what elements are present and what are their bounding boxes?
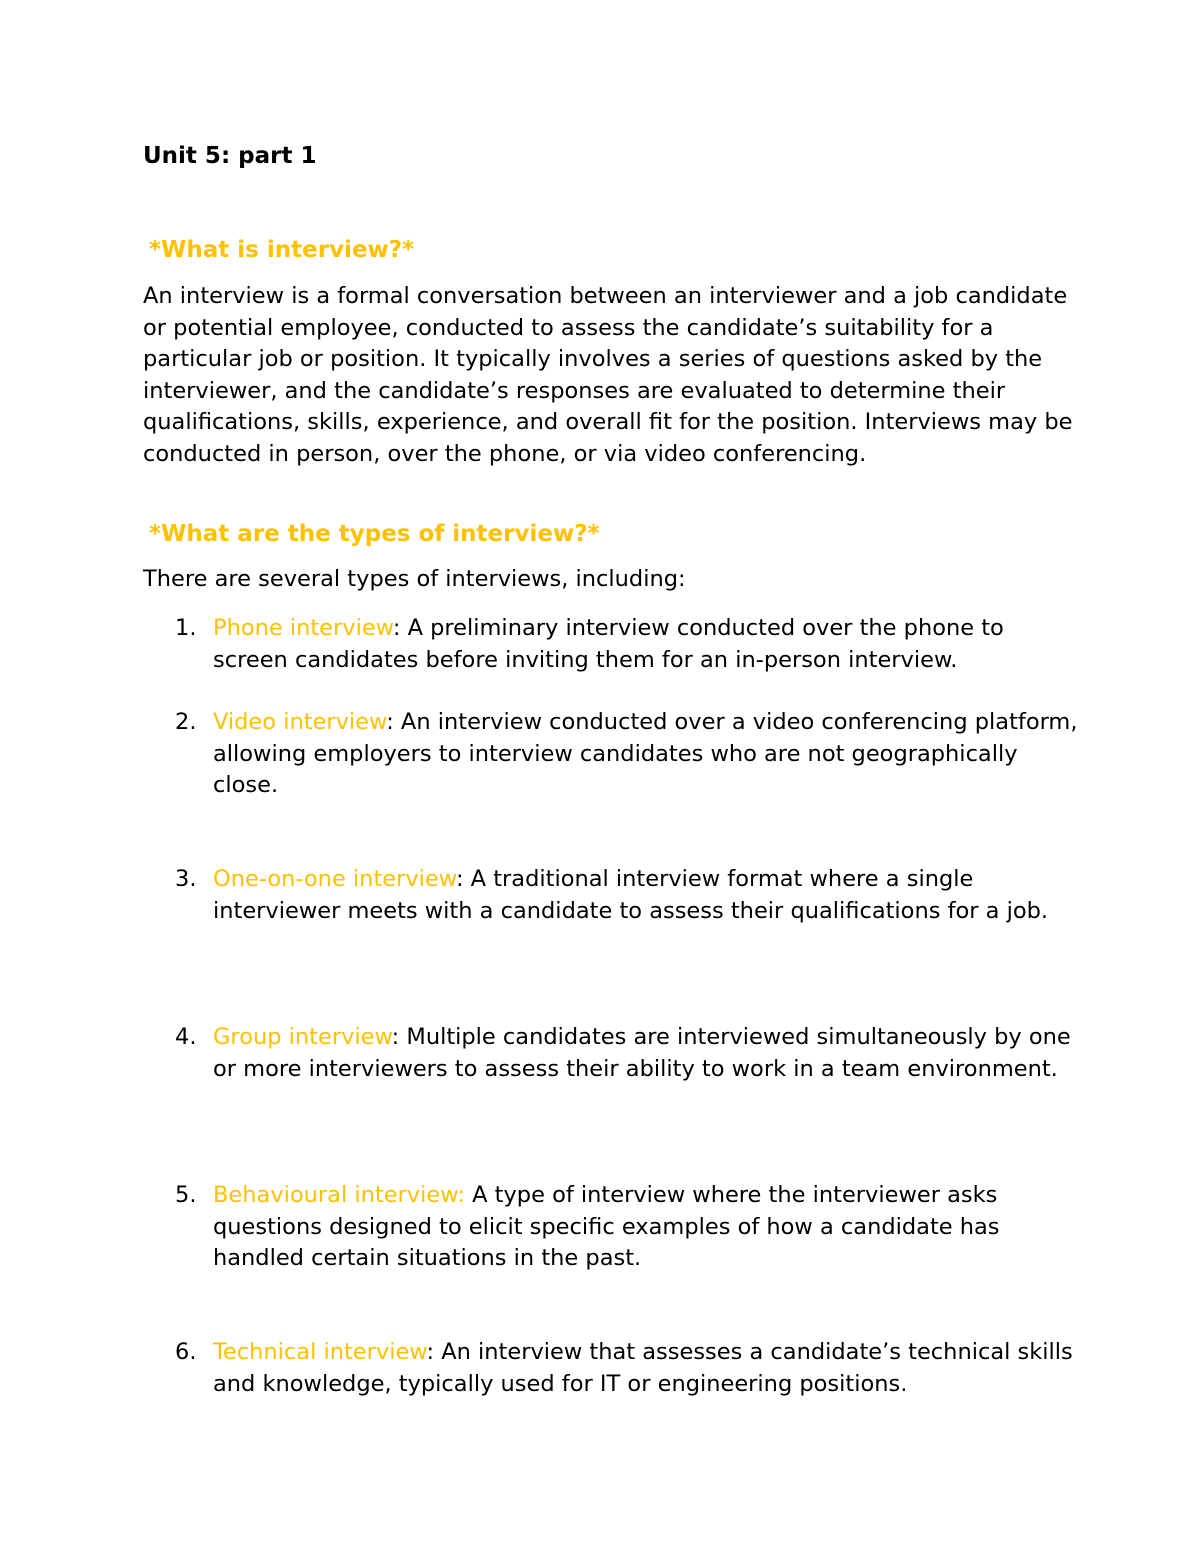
interview-definition-paragraph: An interview is a formal conversation between an interviewer and a job candidate or potential employee, conducted to assess the candidate’s suitability for a particular job or position. It typically involves a series of questions asked by the interviewer, and the candidate’s responses are evaluated to determine their qualifications, skills, experience, and overall fit for the position. Interviews may be conducted in person, over the phone, or via video conferencing.	[143, 283, 1073, 467]
list-item-text	[213, 1180, 1083, 1275]
list-item-text	[213, 1022, 1083, 1085]
list-item-text	[213, 1337, 1083, 1400]
list-item-number: 4.	[175, 1024, 197, 1050]
list-item-number: 1.	[175, 615, 197, 641]
types-intro-paragraph: There are several types of interviews, including:	[143, 566, 686, 592]
list-item-text	[213, 864, 1083, 927]
list-item-term: Video interview	[213, 709, 387, 735]
list-item-text	[213, 613, 1083, 676]
list-item-description: : An interview conducted over a video conferencing platform, allowing employers to interview candidates who are not geographically close.	[213, 709, 1078, 799]
list-item-description: : A traditional interview format where a single interviewer meets with a candidate to assess their qualifications for a job.	[213, 866, 1049, 924]
section-heading-what-is-interview: *What is interview?*	[149, 237, 415, 263]
list-item-description: : A preliminary interview conducted over the phone to screen candidates before inviting them for an in-person interview.	[213, 615, 1004, 673]
list-item-term: Phone interview	[213, 615, 393, 641]
list-item-description: A type of interview where the interviewer asks questions designed to elicit specific examples of how a candidate has handled certain situations in the past.	[213, 1182, 1000, 1272]
list-item-number: 3.	[175, 866, 197, 892]
list-item-text	[213, 707, 1083, 802]
list-item-description: : Multiple candidates are interviewed simultaneously by one or more interviewers to assess their ability to work in a team environment.	[213, 1024, 1071, 1082]
list-item-number: 6.	[175, 1339, 197, 1365]
list-item-term: Group interview	[213, 1024, 392, 1050]
list-item-term: One-on-one interview	[213, 866, 456, 892]
section-heading-types-of-interview: *What are the types of interview?*	[149, 521, 600, 547]
document-title: Unit 5: part 1	[143, 143, 317, 169]
list-item-number: 5.	[175, 1182, 197, 1208]
list-item-term: Technical interview	[213, 1339, 427, 1365]
list-item-term: Behavioural interview:	[213, 1182, 465, 1208]
list-item-description: : An interview that assesses a candidate’s technical skills and knowledge, typically used for IT or engineering positions.	[213, 1339, 1073, 1397]
list-item-number: 2.	[175, 709, 197, 735]
